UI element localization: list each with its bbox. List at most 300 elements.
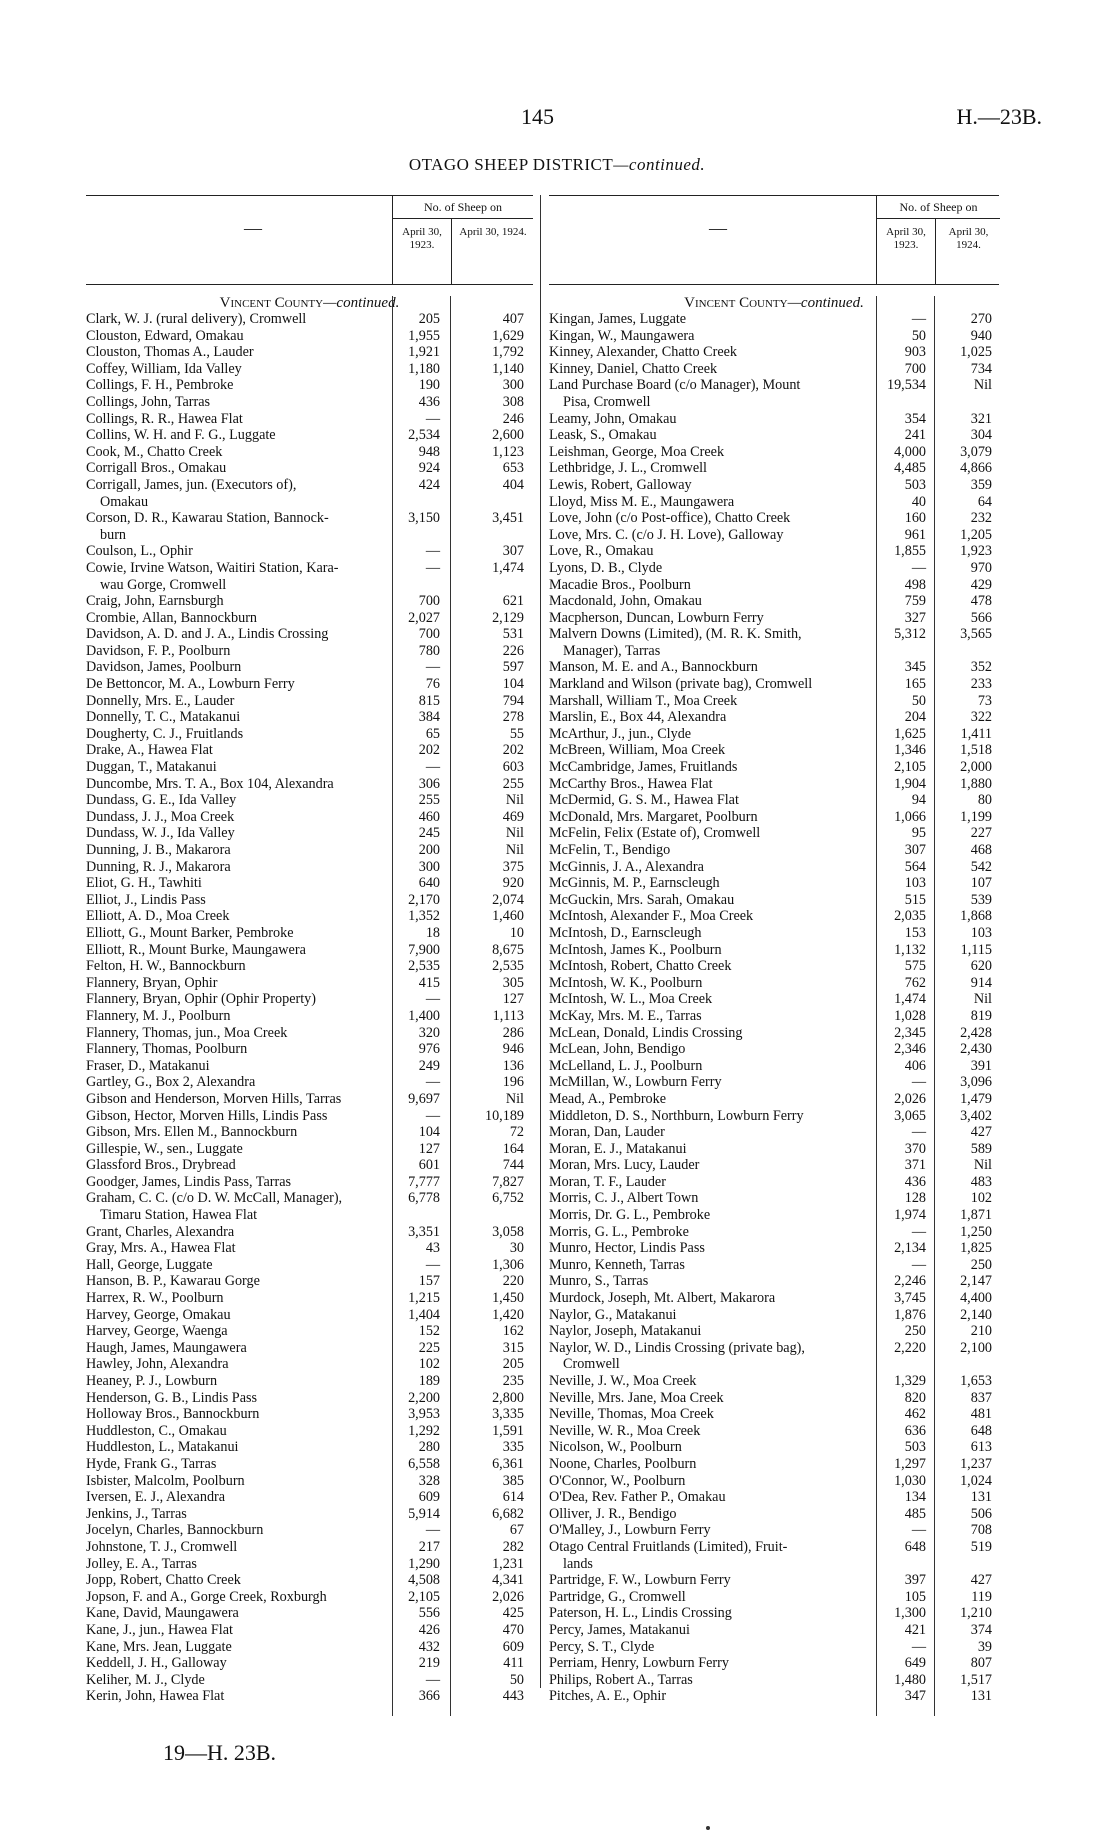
sheep-1924: 10,189 <box>484 1107 524 1124</box>
sheep-1924: 1,231 <box>492 1555 524 1572</box>
sheep-1924: 1,250 <box>960 1223 992 1240</box>
table-row <box>549 1307 999 1324</box>
table-row <box>86 1539 533 1556</box>
sheep-1923: 205 <box>418 311 440 327</box>
table-row <box>549 1091 999 1108</box>
sheep-1923: 18 <box>425 924 440 941</box>
table-row <box>86 1390 533 1407</box>
holder-name: Lyons, D. B., Clyde <box>549 559 663 576</box>
sheep-1924: 443 <box>502 1688 524 1705</box>
sheep-1923: — <box>911 559 926 576</box>
holder-name: McGuckin, Mrs. Sarah, Omakau <box>549 891 735 908</box>
sheep-1923: 6,558 <box>408 1455 440 1472</box>
table-row <box>549 1207 999 1224</box>
table-row <box>86 1639 533 1656</box>
holder-name: Goodger, James, Lindis Pass, Tarras <box>86 1173 292 1190</box>
table-row <box>549 1074 999 1091</box>
sheep-1924: 55 <box>509 725 524 742</box>
table-row <box>86 1141 533 1158</box>
holder-name: Johnstone, T. J., Cromwell <box>86 1538 238 1555</box>
holder-name: McIntosh, W. L., Moa Creek <box>549 991 713 1008</box>
table-row <box>86 1058 533 1075</box>
table-row <box>549 311 999 328</box>
holder-name: Collins, W. H. and F. G., Luggate <box>86 427 276 444</box>
table-row <box>86 1257 533 1274</box>
table-row <box>549 975 999 992</box>
table-row <box>86 411 533 428</box>
holder-name: Craig, John, Earnsburgh <box>86 593 224 610</box>
table-row <box>86 659 533 676</box>
sheep-1924: 1,923 <box>960 543 992 560</box>
sheep-1924: 359 <box>970 476 992 493</box>
holder-name: Naylor, Joseph, Matakanui <box>549 1323 702 1340</box>
sheep-1923: 2,105 <box>408 1588 440 1605</box>
holder-name: Jolley, E. A., Tarras <box>86 1555 197 1572</box>
table-row <box>549 1556 999 1573</box>
table-row <box>86 842 533 859</box>
county-heading <box>549 296 999 311</box>
sheep-1923: 7,777 <box>408 1173 440 1190</box>
holder-name: Harrex, R. W., Poolburn <box>86 1290 224 1307</box>
table-row <box>549 1190 999 1207</box>
holder-name: McFelin, Felix (Estate of), Cromwell <box>549 825 761 842</box>
sheep-1923: 762 <box>904 974 926 991</box>
holder-name: Donnelly, T. C., Matakanui <box>86 709 241 726</box>
holder-name: Corson, D. R., Kawarau Station, Bannock- <box>86 510 329 527</box>
holder-name: Fraser, D., Matakanui <box>86 1057 210 1074</box>
sheep-1923: 1,904 <box>894 775 926 792</box>
sheep-1923: 95 <box>911 825 926 842</box>
holder-name: Gartley, G., Box 2, Alexandra <box>86 1074 256 1091</box>
sheep-1924: 1,115 <box>960 941 992 958</box>
sheep-1924: Nil <box>505 842 524 858</box>
sheep-1923: 1,855 <box>894 543 926 560</box>
holder-name: McGinnis, M. P., Earnscleugh <box>549 875 720 892</box>
table-row <box>86 991 533 1008</box>
sheep-1923: 4,485 <box>894 460 926 477</box>
table-row <box>86 1439 533 1456</box>
sheep-1923: 2,346 <box>894 1041 926 1058</box>
holder-name: Hawley, John, Alexandra <box>86 1356 229 1373</box>
holder-name: Graham, C. C. (c/o D. W. McCall, Manager), <box>86 1190 343 1207</box>
sheep-1924: 819 <box>970 1007 992 1024</box>
table-row <box>86 1174 533 1191</box>
left-table-header <box>86 195 533 285</box>
holder-name: Pisa, Cromwell <box>563 393 651 410</box>
sheep-1924: 67 <box>509 1522 524 1539</box>
sheep-1923: 127 <box>418 1140 440 1157</box>
sheep-1923: 5,914 <box>408 1505 440 1522</box>
col-1923-header: April 30, 1923. <box>402 226 442 251</box>
holder-name: Harvey, George, Omakau <box>86 1306 231 1323</box>
table-row <box>549 1439 999 1456</box>
holder-name: Duncombe, Mrs. T. A., Box 104, Alexandra <box>86 775 334 792</box>
holder-name: O'Connor, W., Poolburn <box>549 1472 686 1489</box>
holder-name: Kerin, John, Hawea Flat <box>86 1688 225 1705</box>
holder-name: Gray, Mrs. A., Hawea Flat <box>86 1240 236 1257</box>
sheep-1924: Nil <box>505 1090 524 1107</box>
sheep-1924: 286 <box>502 1024 524 1041</box>
sheep-1924: 621 <box>502 593 524 610</box>
table-row <box>86 1672 533 1689</box>
sheep-1924: 3,451 <box>492 510 524 527</box>
sheep-1923: — <box>425 543 440 560</box>
table-row <box>549 1108 999 1125</box>
holder-name: Holloway Bros., Bannockburn <box>86 1406 260 1423</box>
holder-name: Haugh, James, Maungawera <box>86 1339 247 1356</box>
sheep-1923: 307 <box>904 842 926 858</box>
holder-name: Philips, Robert A., Tarras <box>549 1671 693 1688</box>
page-title <box>0 155 1114 175</box>
table-row <box>549 344 999 361</box>
holder-name: Dundass, G. E., Ida Valley <box>86 792 237 809</box>
table-row <box>549 460 999 477</box>
table-row <box>86 1307 533 1324</box>
sheep-1923: 1,346 <box>894 742 926 759</box>
sheep-1924: 427 <box>970 1572 992 1589</box>
holder-name: Collings, F. H., Pembroke <box>86 377 234 394</box>
table-row <box>549 1290 999 1307</box>
sheep-1923: 320 <box>418 1024 440 1041</box>
sheep-1923: 498 <box>904 576 926 593</box>
table-row <box>549 1373 999 1390</box>
sheep-1923: 50 <box>911 692 926 709</box>
table-row <box>549 1141 999 1158</box>
table-row <box>86 1688 533 1705</box>
holder-name: Morris, Dr. G. L., Pembroke <box>549 1207 711 1224</box>
table-row <box>86 1406 533 1423</box>
holder-name: Flannery, Thomas, Poolburn <box>86 1041 248 1058</box>
sheep-1924: 2,430 <box>960 1041 992 1058</box>
table-row <box>86 1373 533 1390</box>
holder-name: Neville, W. R., Moa Creek <box>549 1422 701 1439</box>
sheep-1923: 2,105 <box>894 759 926 776</box>
holder-name: Leishman, George, Moa Creek <box>549 443 725 460</box>
sheep-1924: Nil <box>973 1157 992 1174</box>
sheep-1923: 4,508 <box>408 1572 440 1589</box>
holder-name: Corrigall Bros., Omakau <box>86 460 227 477</box>
sheep-1923: 700 <box>418 626 440 643</box>
sheep-1923: — <box>911 1074 926 1091</box>
sheep-1924: 300 <box>502 377 524 394</box>
sheep-1924: 1,140 <box>492 360 524 377</box>
sheep-1923: 415 <box>418 974 440 991</box>
table-row <box>86 543 533 560</box>
table-row <box>549 709 999 726</box>
holder-name: McBreen, William, Moa Creek <box>549 742 726 759</box>
table-row <box>86 1240 533 1257</box>
sheep-1924: 1,199 <box>960 808 992 825</box>
table-row <box>86 1074 533 1091</box>
sheep-1923: 648 <box>904 1538 926 1555</box>
sheep-1924: 3,096 <box>960 1074 992 1091</box>
table-row <box>549 1473 999 1490</box>
sheep-1924: 321 <box>970 410 992 427</box>
holder-name: Hanson, B. P., Kawarau Gorge <box>86 1273 260 1290</box>
sheep-1924: 250 <box>970 1256 992 1273</box>
table-row <box>86 792 533 809</box>
sheep-1923: — <box>425 759 440 776</box>
holder-name: Otago Central Fruitlands (Limited), Fruit- <box>549 1538 788 1555</box>
sheep-1924: 1,450 <box>492 1290 524 1307</box>
sheep-1924: 107 <box>970 875 992 892</box>
holder-name: Lewis, Robert, Galloway <box>549 476 692 493</box>
holder-name: McCarthy Bros., Hawea Flat <box>549 775 713 792</box>
holder-name: McDonald, Mrs. Margaret, Poolburn <box>549 808 758 825</box>
sheep-1923: 103 <box>904 875 926 892</box>
table-row <box>549 1456 999 1473</box>
sheep-1923: 255 <box>418 792 440 809</box>
table-row <box>549 1025 999 1042</box>
holder-name: Manson, M. E. and A., Bannockburn <box>549 659 758 676</box>
holder-name: Noone, Charles, Poolburn <box>549 1455 697 1472</box>
sheep-1924: 1,518 <box>960 742 992 759</box>
table-row <box>86 1556 533 1573</box>
sheep-1923: 961 <box>904 526 926 543</box>
holder-name: Gibson, Hector, Morven Hills, Lindis Pass <box>86 1107 328 1124</box>
holder-name: McIntosh, D., Earnscleugh <box>549 924 702 941</box>
sheep-1924: 375 <box>502 858 524 875</box>
sheep-1923: — <box>911 1124 926 1141</box>
sheep-1923: 1,297 <box>894 1455 926 1472</box>
table-row <box>86 693 533 710</box>
sheep-1924: 2,535 <box>492 958 524 975</box>
sheep-1924: 1,113 <box>492 1007 524 1024</box>
table-row <box>86 1655 533 1672</box>
holder-name: Clouston, Thomas A., Lauder <box>86 344 254 361</box>
sheep-1923: 1,974 <box>894 1207 926 1224</box>
sheep-1923: 903 <box>904 344 926 361</box>
holder-name: Huddleston, C., Omakau <box>86 1422 227 1439</box>
group-title: No. of Sheep on <box>393 196 533 219</box>
sheep-1923: 94 <box>911 792 926 809</box>
sheep-1923: 3,065 <box>894 1107 926 1124</box>
sheep-1924: 2,100 <box>960 1339 992 1356</box>
table-row <box>86 510 533 527</box>
table-row <box>86 1091 533 1108</box>
table-row <box>549 1356 999 1373</box>
sheep-1924: 1,871 <box>960 1207 992 1224</box>
sheep-1923: 432 <box>418 1638 440 1655</box>
sheep-1924: 2,140 <box>960 1306 992 1323</box>
holder-name: McMillan, W., Lowburn Ferry <box>549 1074 722 1091</box>
table-row <box>549 1157 999 1174</box>
holder-name: Heaney, P. J., Lowburn <box>86 1373 218 1389</box>
table-row <box>86 875 533 892</box>
sheep-1924: 648 <box>970 1422 992 1439</box>
sheep-1924: 1,479 <box>960 1090 992 1107</box>
table-row <box>549 875 999 892</box>
sheep-1924: 131 <box>970 1489 992 1506</box>
sheep-1923: 503 <box>904 1439 926 1456</box>
sheep-1924: 519 <box>970 1538 992 1555</box>
holder-name: O'Dea, Rev. Father P., Omakau <box>549 1489 726 1506</box>
sheep-1924: 407 <box>502 311 524 327</box>
sheep-1924: 226 <box>502 642 524 659</box>
sheep-1923: 1,290 <box>408 1555 440 1572</box>
sheep-1924: 1,024 <box>960 1472 992 1489</box>
sheep-1924: 1,025 <box>960 344 992 361</box>
sheep-1923: 436 <box>418 393 440 410</box>
col-1924-header: April 30, 1924. <box>935 218 1001 284</box>
table-row <box>549 560 999 577</box>
table-row <box>86 1190 533 1207</box>
sheep-1923: 2,027 <box>408 609 440 626</box>
holder-name: Eliot, G. H., Tawhiti <box>86 875 202 892</box>
sheep-1924: 304 <box>970 427 992 444</box>
holder-name: Omakau <box>100 493 149 510</box>
sheep-1924: 1,411 <box>960 725 992 742</box>
sheep-1924: 2,000 <box>960 759 992 776</box>
table-row <box>86 593 533 610</box>
table-row <box>549 1572 999 1589</box>
sheep-1924: 3,335 <box>492 1406 524 1423</box>
sheep-1923: 3,745 <box>894 1290 926 1307</box>
sheep-1924: 210 <box>970 1323 992 1340</box>
holder-name: Elliott, R., Mount Burke, Maungawera <box>86 941 306 958</box>
sheep-1923: 50 <box>911 327 926 344</box>
holder-name: Dundass, J. J., Moa Creek <box>86 808 235 825</box>
sheep-1923: 3,953 <box>408 1406 440 1423</box>
holder-name: Harvey, George, Waenga <box>86 1323 228 1340</box>
table-row <box>86 1124 533 1141</box>
table-row <box>86 311 533 328</box>
sheep-1923: 1,404 <box>408 1306 440 1323</box>
sheep-1923: — <box>425 1256 440 1273</box>
holder-name: Neville, J. W., Moa Creek <box>549 1373 697 1389</box>
sheep-1923: 1,625 <box>894 725 926 742</box>
sheep-1924: Nil <box>505 825 524 842</box>
sheep-1923: 649 <box>904 1655 926 1672</box>
title-continued: —continued. <box>613 155 706 174</box>
sheep-1924: 3,565 <box>960 626 992 643</box>
table-row <box>549 1655 999 1672</box>
sheep-1923: — <box>425 1107 440 1124</box>
table-row <box>549 659 999 676</box>
sheep-count-group-header <box>392 196 533 284</box>
sheep-1923: 1,921 <box>408 344 440 361</box>
holder-name: Corrigall, James, jun. (Executors of), <box>86 476 297 493</box>
holder-name: Munro, Kenneth, Tarras <box>549 1256 685 1273</box>
sheep-1923: 19,534 <box>886 377 926 394</box>
sheep-1924: 104 <box>502 676 524 693</box>
holder-name: Henderson, G. B., Lindis Pass <box>86 1389 258 1406</box>
sheep-1924: 6,752 <box>492 1190 524 1207</box>
sheep-1924: 837 <box>970 1389 992 1406</box>
table-row <box>549 1058 999 1075</box>
holder-name: Grant, Charles, Alexandra <box>86 1223 235 1240</box>
sheep-1924: 73 <box>977 692 992 709</box>
sheep-1923: 306 <box>418 775 440 792</box>
holder-name: Kinney, Alexander, Chatto Creek <box>549 344 738 361</box>
holder-name: Kane, David, Maungawera <box>86 1605 239 1622</box>
sheep-1924: 10 <box>509 924 524 941</box>
table-row <box>549 643 999 660</box>
table-row <box>86 1207 533 1224</box>
sheep-1924: 50 <box>509 1671 524 1688</box>
sheep-1923: 1,066 <box>894 808 926 825</box>
sheep-1923: 189 <box>418 1373 440 1389</box>
page-number: 145 <box>521 104 554 129</box>
holder-name: Dougherty, C. J., Fruitlands <box>86 725 244 742</box>
table-row <box>549 411 999 428</box>
holder-name: Kingan, W., Maungawera <box>549 327 695 344</box>
sheep-1923: — <box>425 1671 440 1688</box>
sheep-1923: 1,955 <box>408 327 440 344</box>
table-row <box>86 394 533 411</box>
table-row <box>86 1041 533 1058</box>
table-row <box>86 1157 533 1174</box>
holder-name: Neville, Thomas, Moa Creek <box>549 1406 714 1423</box>
table-row <box>86 776 533 793</box>
table-row <box>549 1323 999 1340</box>
holder-name: Timaru Station, Hawea Flat <box>100 1207 258 1224</box>
holder-name: Keddell, J. H., Galloway <box>86 1655 227 1672</box>
sheep-1924: Nil <box>505 792 524 809</box>
sheep-1923: 217 <box>418 1538 440 1555</box>
sheep-1924: 614 <box>502 1489 524 1506</box>
sheep-1924: 2,074 <box>492 891 524 908</box>
sheep-1923: 1,300 <box>894 1605 926 1622</box>
holder-name: Marslin, E., Box 44, Alexandra <box>549 709 727 726</box>
holder-name: Iversen, E. J., Alexandra <box>86 1489 226 1506</box>
sheep-1923: 1,329 <box>894 1373 926 1389</box>
table-row <box>86 626 533 643</box>
table-row <box>86 975 533 992</box>
table-row <box>549 759 999 776</box>
sheep-1923: 345 <box>904 659 926 676</box>
holder-name: Elliott, G., Mount Barker, Pembroke <box>86 924 294 941</box>
sheep-1924: 794 <box>502 692 524 709</box>
holder-name: Gillespie, W., sen., Luggate <box>86 1140 243 1157</box>
holder-name: Felton, H. W., Bannockburn <box>86 958 246 975</box>
sheep-1923: 1,480 <box>894 1671 926 1688</box>
holder-name: Flannery, M. J., Poolburn <box>86 1007 231 1024</box>
table-row <box>86 859 533 876</box>
sheep-1923: 700 <box>904 360 926 377</box>
sheep-1924: 620 <box>970 958 992 975</box>
table-row <box>549 1522 999 1539</box>
holder-name: McFelin, T., Bendigo <box>549 842 671 858</box>
sheep-1923: 780 <box>418 642 440 659</box>
sheep-1923: 2,035 <box>894 908 926 925</box>
sheep-1924: 469 <box>502 808 524 825</box>
holder-name: Hall, George, Luggate <box>86 1256 213 1273</box>
sheep-1923: 384 <box>418 709 440 726</box>
holder-name: Glassford Bros., Drybread <box>86 1157 236 1174</box>
sheep-1924: 425 <box>502 1605 524 1622</box>
sheep-1923: — <box>425 410 440 427</box>
table-row <box>86 759 533 776</box>
table-row <box>549 1406 999 1423</box>
page-footer: 19—H. 23B. <box>163 1740 277 1765</box>
sheep-1923: 9,697 <box>408 1090 440 1107</box>
table-row <box>86 1489 533 1506</box>
right-table-body <box>549 296 999 1716</box>
table-row <box>549 1041 999 1058</box>
table-row <box>86 676 533 693</box>
sheep-1923: 347 <box>904 1688 926 1705</box>
holder-name: Kane, J., jun., Hawea Flat <box>86 1621 233 1638</box>
table-row <box>86 1273 533 1290</box>
stray-mark <box>706 1826 710 1830</box>
sheep-1924: 136 <box>502 1057 524 1074</box>
sheep-1923: — <box>425 559 440 576</box>
sheep-1924: 531 <box>502 626 524 643</box>
sheep-1924: 72 <box>509 1124 524 1141</box>
sheep-1923: 640 <box>418 875 440 892</box>
table-row <box>86 825 533 842</box>
